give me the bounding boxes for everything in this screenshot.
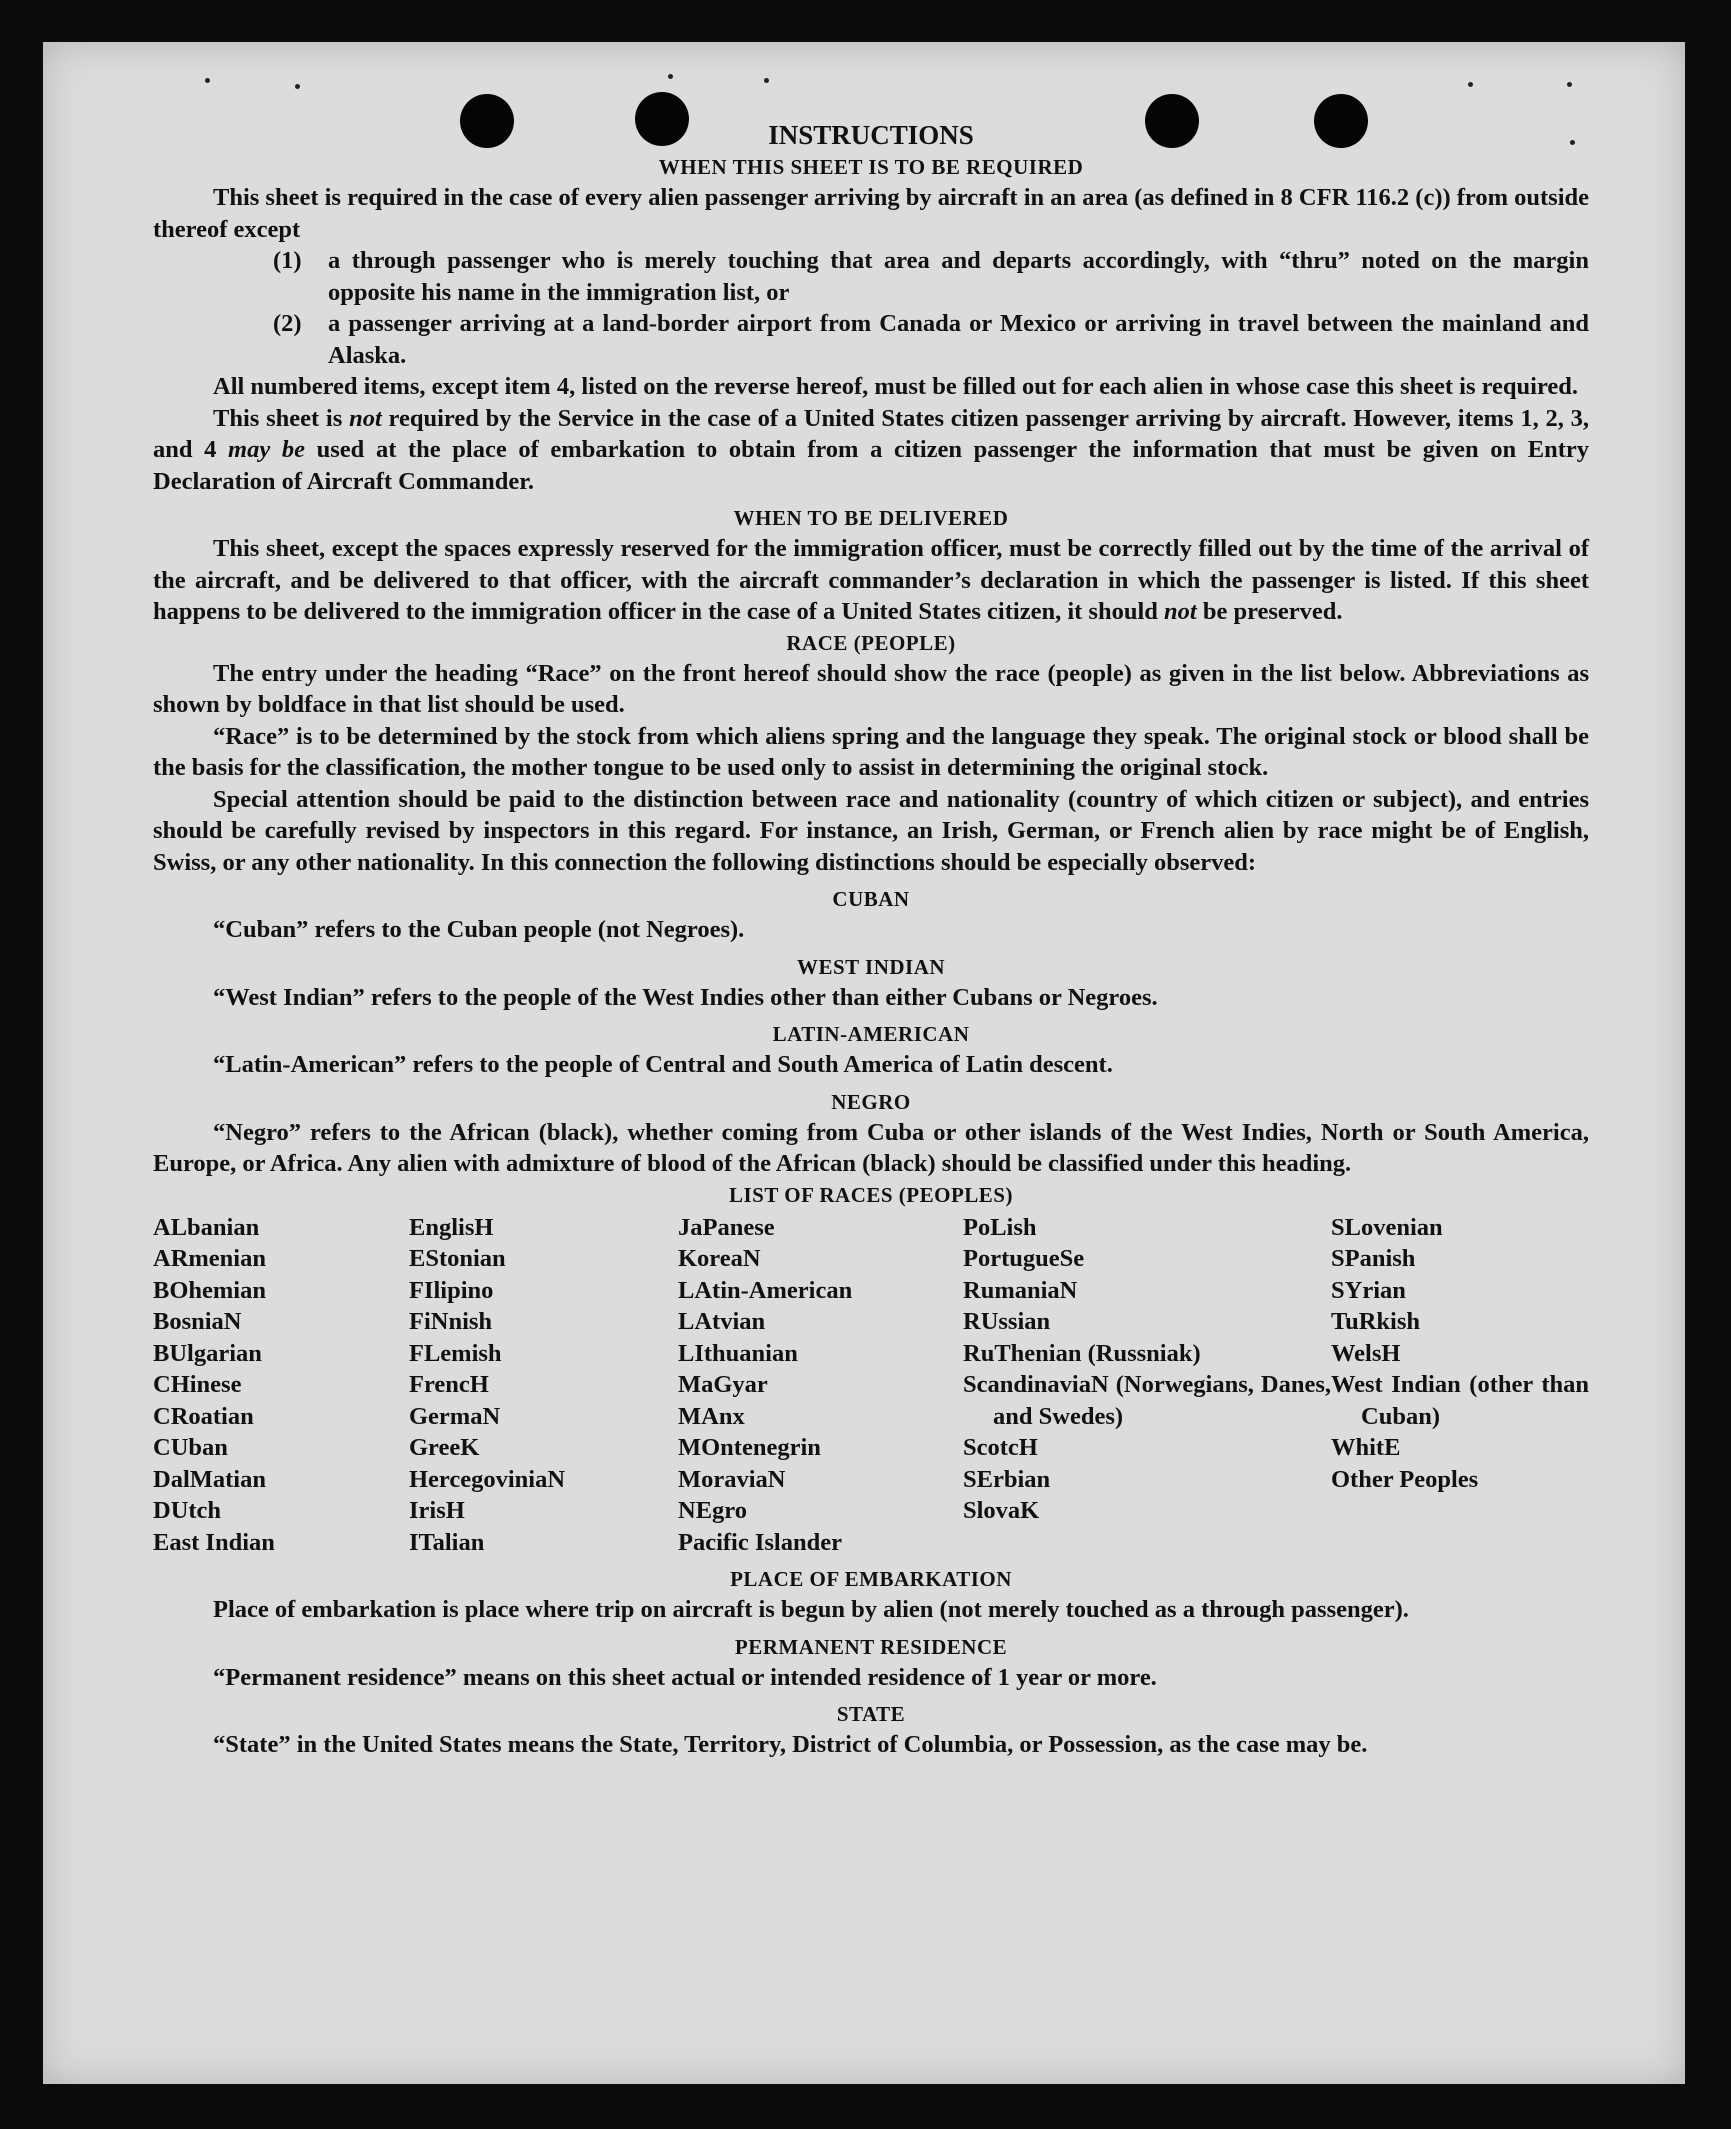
race-item: NEgro <box>678 1497 747 1524</box>
text-run: be preserved. <box>1196 598 1343 625</box>
heading-state: STATE <box>836 1702 906 1726</box>
heading-latin-american: LATIN-AMERICAN <box>772 1022 970 1046</box>
race-item: SPanish <box>1331 1245 1416 1272</box>
document-page <box>43 42 1685 2084</box>
speck <box>295 84 300 89</box>
paragraph: All numbered items, except item 4, listed on the reverse hereof, must be filled out for each alien in whose case this sheet is required. <box>213 373 1579 400</box>
list-item <box>273 308 1589 371</box>
instructions-text <box>153 118 1589 1761</box>
race-item: ScandinaviaN (Norwegians, Danes, and Swedes) <box>963 1371 1331 1430</box>
speck <box>1567 82 1572 87</box>
paragraph: “Negro” refers to the African (black), whether coming from Cuba or other islands of the West Indies, North or South America, Europe, or Africa. Any alien with admixture of blood of the African (black) should be classified under this heading. <box>153 1118 1589 1177</box>
race-item: MAnx <box>678 1402 745 1430</box>
race-item: RumaniaN <box>963 1276 1078 1304</box>
paragraph: Special attention should be paid to the distinction between race and nationality (country of which citizen or subject), and entries should be carefully revised by inspectors in this regard. For instance, an Irish, German, or French alien by race might be of English, Swiss, or any other nationality. In this connection the following distinctions should be especially observed: <box>153 785 1589 876</box>
paragraph: “Permanent residence” means on this sheet actual or intended residence of 1 year or more. <box>213 1663 1157 1691</box>
heading-when-delivered: WHEN TO BE DELIVERED <box>733 506 1009 530</box>
race-item: RuThenian (Russniak) <box>963 1339 1201 1367</box>
race-item: MoraviaN <box>678 1465 786 1493</box>
heading-when-required: WHEN THIS SHEET IS TO BE REQUIRED <box>658 155 1084 179</box>
race-item: PoLish <box>963 1213 1037 1241</box>
paragraph: This sheet is required in the case of every alien passenger arriving by aircraft in an area (as defined in 8 CFR 116.2 (c)) from outside thereof except <box>153 184 1590 243</box>
race-item: ITalian <box>409 1528 485 1556</box>
emphasis: may be <box>228 436 305 463</box>
list-text: a through passenger who is merely touching that area and departs accordingly, with “thru” noted on the margin opposite his name in the immigration list, or <box>328 247 1589 306</box>
race-item: CUban <box>153 1434 228 1461</box>
emphasis: not <box>1164 598 1197 625</box>
paragraph <box>153 403 1589 498</box>
paragraph: Place of embarkation is place where trip on aircraft is begun by alien (not merely touched as a through passenger). <box>213 1596 1409 1623</box>
paragraph: “Cuban” refers to the Cuban people (not Negroes). <box>213 916 745 943</box>
race-item: CHinese <box>153 1371 242 1398</box>
race-item: BOhemian <box>153 1276 266 1304</box>
list-item <box>273 245 1589 308</box>
heading-permanent-residence: PERMANENT RESIDENCE <box>734 1634 1008 1659</box>
race-item: Other Peoples <box>1331 1465 1479 1493</box>
speck <box>1468 82 1473 87</box>
race-item: ALbanian <box>153 1213 260 1241</box>
race-item: EStonian <box>409 1245 506 1272</box>
race-item: FiNnish <box>409 1308 493 1335</box>
race-item: MaGyar <box>678 1371 768 1398</box>
speck <box>764 78 769 83</box>
race-item: CRoatian <box>153 1402 254 1430</box>
race-item: KoreaN <box>678 1245 761 1272</box>
speck <box>205 78 210 83</box>
text-run: used at the place of embarkation to obtain from a citizen passenger the information that must be given on Entry Declaration of Aircraft Commander. <box>153 436 1589 495</box>
heading-place-of-embarkation: PLACE OF EMBARKATION <box>730 1567 1012 1591</box>
paragraph: The entry under the heading “Race” on the front hereof should show the race (people) as given in the list below. Abbreviations as shown by boldface in that list should be used. <box>153 659 1589 718</box>
race-column-3 <box>678 1212 963 1559</box>
page-title: INSTRUCTIONS <box>768 120 974 150</box>
race-item: HercegoviniaN <box>409 1465 566 1493</box>
race-item: BosniaN <box>153 1308 242 1335</box>
race-item: Pacific Islander <box>678 1528 842 1556</box>
paragraph <box>153 533 1589 628</box>
paragraph: “West Indian” refers to the people of the West Indies other than either Cubans or Negroes. <box>213 983 1158 1011</box>
race-column-1 <box>153 1212 409 1559</box>
race-item: MOntenegrin <box>678 1434 821 1461</box>
race-item: LAtin-American <box>678 1276 853 1304</box>
paragraph: “Race” is to be determined by the stock from which aliens spring and the language they speak. The original stock or blood shall be the basis for the classification, the mother tongue to be used only to assist in determining the original stock. <box>153 722 1589 781</box>
race-item: LAtvian <box>678 1308 766 1335</box>
heading-negro: NEGRO <box>831 1089 911 1114</box>
race-item: PortugueSe <box>963 1245 1085 1272</box>
race-item: FLemish <box>409 1339 502 1367</box>
list-text: a passenger arriving at a land-border airport from Canada or Mexico or arriving in travel between the mainland and Alaska. <box>328 310 1589 369</box>
race-item: West Indian (other than Cuban) <box>1331 1371 1589 1430</box>
emphasis: not <box>349 404 382 432</box>
race-item: FrencH <box>409 1371 489 1398</box>
heading-list-of-races: LIST OF RACES (PEOPLES) <box>729 1182 1013 1207</box>
race-item: DUtch <box>153 1497 222 1524</box>
race-item: WhitE <box>1331 1434 1401 1461</box>
race-item: East Indian <box>153 1528 275 1556</box>
race-item: SLovenian <box>1331 1213 1443 1241</box>
text-run: This sheet is <box>213 404 350 432</box>
race-item: IrisH <box>409 1497 465 1524</box>
race-item: SYrian <box>1331 1276 1406 1304</box>
race-item: RUssian <box>963 1308 1051 1335</box>
speck <box>668 74 673 79</box>
race-list <box>153 1212 1589 1559</box>
list-number: (2) <box>273 310 302 337</box>
race-column-4 <box>963 1212 1331 1559</box>
race-item: FIlipino <box>409 1276 494 1304</box>
race-item: GreeK <box>409 1434 480 1461</box>
paragraph: “Latin-American” refers to the people of Central and South America of Latin descent. <box>213 1051 1113 1078</box>
race-item: WelsH <box>1331 1339 1401 1367</box>
race-item: JaPanese <box>678 1213 775 1241</box>
race-item: LIthuanian <box>678 1339 798 1367</box>
race-item: TuRkish <box>1331 1308 1421 1335</box>
race-item: DalMatian <box>153 1465 266 1493</box>
race-column-5 <box>1331 1212 1589 1559</box>
race-item: SlovaK <box>963 1497 1040 1524</box>
paragraph: “State” in the United States means the State, Territory, District of Columbia, or Possession, as the case may be. <box>213 1731 1368 1758</box>
list-number: (1) <box>273 247 302 274</box>
heading-cuban: CUBAN <box>832 887 910 911</box>
race-item: EnglisH <box>409 1213 494 1241</box>
text-run: required by the Service in the case of a United States citizen passenger arriving by aircraft. However, items 1, 2, 3, and 4 <box>153 404 1590 463</box>
race-item: ScotcH <box>963 1434 1038 1461</box>
race-item: GermaN <box>409 1402 501 1430</box>
race-item: BUlgarian <box>153 1339 262 1367</box>
race-item: SErbian <box>963 1465 1051 1493</box>
race-item: ARmenian <box>153 1245 266 1272</box>
race-column-2 <box>409 1212 678 1559</box>
text-run: This sheet, except the spaces expressly reserved for the immigration officer, must be correctly filled out by the time of the arrival of the aircraft, and be delivered to that officer, with the aircraft commander’s declaration in which the passenger is listed. If this sheet happens to be delivered to the immigration officer in the case of a United States citizen, it should <box>153 535 1589 625</box>
heading-race: RACE (PEOPLE) <box>786 630 956 655</box>
heading-west-indian: WEST INDIAN <box>796 954 946 979</box>
